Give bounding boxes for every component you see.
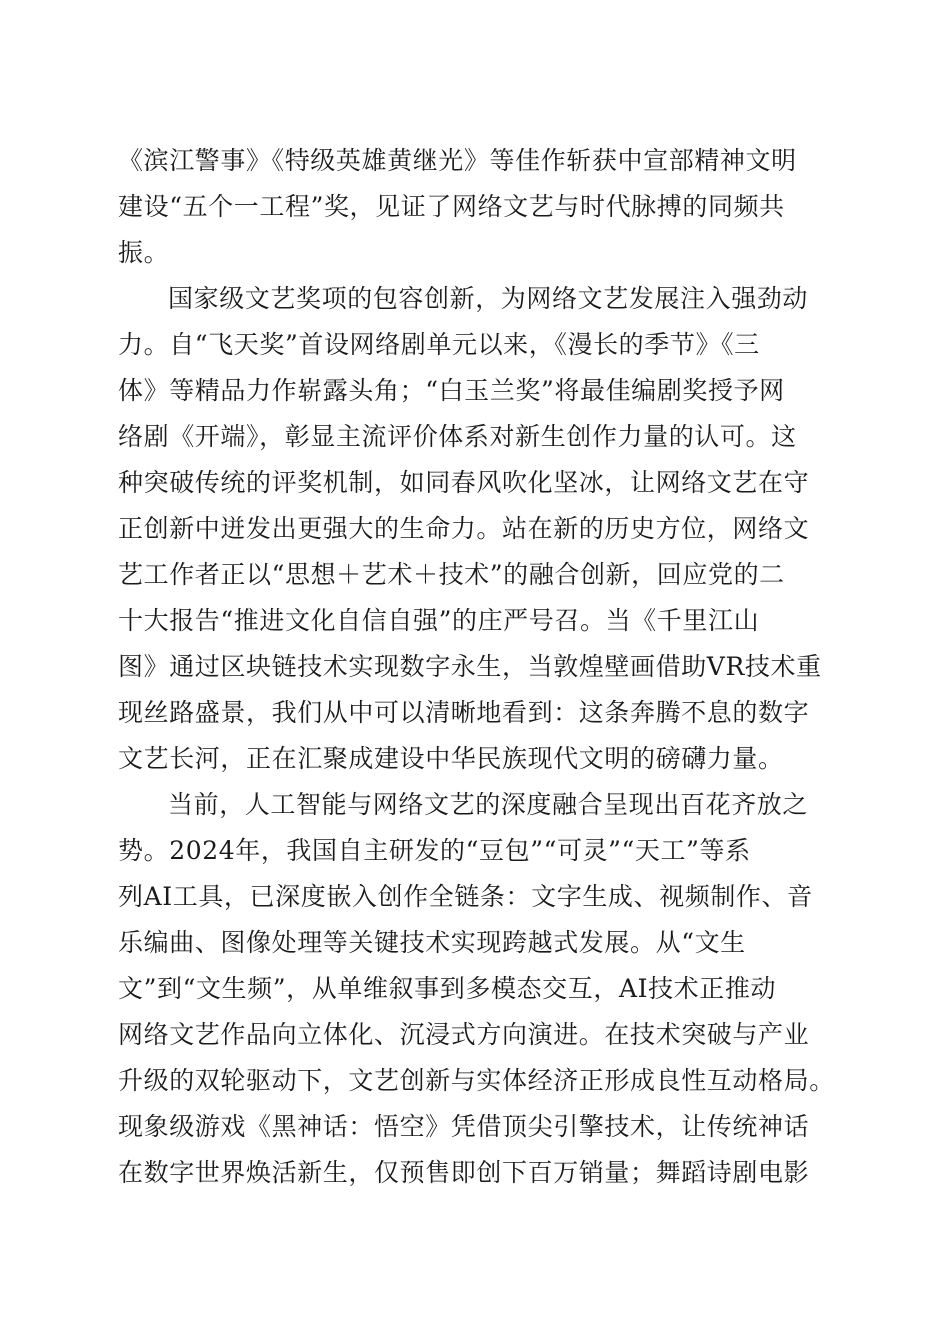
text-line: 现丝路盛景，我们从中可以清晰地看到：这条奔腾不息的数字: [118, 698, 810, 727]
text-line: 《滨江警事》《特级英雄黄继光》等佳作斩获中宣部精神文明: [118, 146, 797, 175]
paragraph-first-line: 当前，人工智能与网络文艺的深度融合呈现出百花齐放之: [168, 790, 809, 819]
text-line: 文艺长河，正在汇聚成建设中华民族现代文明的磅礴力量。: [118, 744, 784, 773]
text-line: 艺工作者正以“思想＋艺术＋技术”的融合创新，回应党的二: [118, 560, 785, 589]
text-line: 网络文艺作品向立体化、沉浸式方向演进。在技术突破与产业: [118, 1020, 810, 1049]
text-line: 现象级游戏《黑神话：悟空》凭借顶尖引擎技术，让传统神话: [118, 1112, 810, 1141]
text-line: 十大报告“推进文化自信自强”的庄严号召。当《千里江山: [118, 606, 760, 635]
text-line: 力。自“飞天奖”首设网络剧单元以来，《漫长的季节》《三: [118, 330, 760, 359]
text-line: 文”到“文生频”，从单维叙事到多模态交互，AI技术正推动: [118, 974, 777, 1003]
text-line: 正创新中迸发出更强大的生命力。站在新的历史方位，网络文: [118, 514, 810, 543]
text-line: 升级的双轮驱动下，文艺创新与实体经济正形成良性互动格局。: [118, 1066, 835, 1095]
text-line: 种突破传统的评奖机制，如同春风吹化坚冰，让网络文艺在守: [118, 468, 810, 497]
text-line: 在数字世界焕活新生，仅预售即创下百万销量；舞蹈诗剧电影: [118, 1158, 810, 1187]
text-line: 体》等精品力作崭露头角；“白玉兰奖”将最佳编剧奖授予网: [118, 376, 785, 405]
text-line: 络剧《开端》，彰显主流评价体系对新生创作力量的认可。这: [118, 422, 797, 451]
text-line: 振。: [118, 238, 170, 267]
text-line: 图》通过区块链技术实现数字永生，当敦煌壁画借助VR技术重: [118, 652, 822, 681]
text-line: 势。2024年，我国自主研发的“豆包”“可灵”“天工”等系: [118, 836, 751, 865]
paragraph-first-line: 国家级文艺奖项的包容创新，为网络文艺发展注入强劲动: [168, 284, 809, 313]
text-line: 建设“五个一工程”奖，见证了网络文艺与时代脉搏的同频共: [118, 192, 785, 221]
text-line: 乐编曲、图像处理等关键技术实现跨越式发展。从“文生: [118, 928, 746, 957]
text-line: 列AI工具，已深度嵌入创作全链条：文字生成、视频制作、音: [118, 882, 813, 911]
